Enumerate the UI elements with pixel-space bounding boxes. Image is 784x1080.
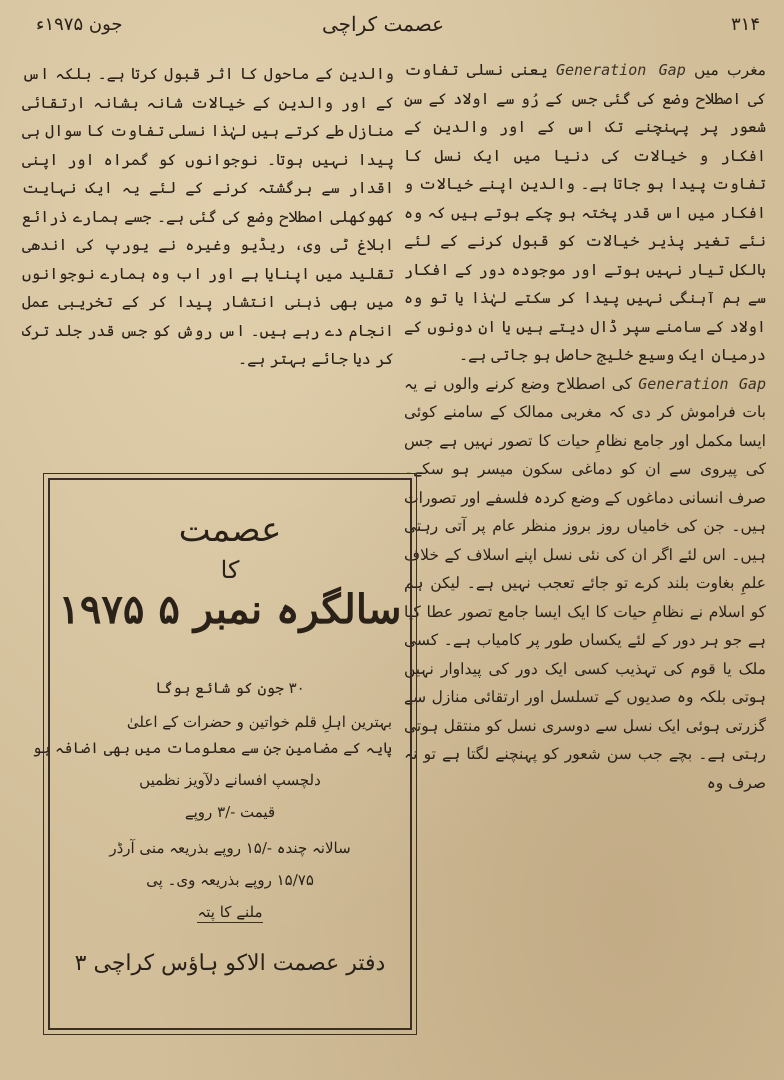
ad-price: قیمت -/۳ روپے: [184, 803, 276, 821]
generation-gap-term-2: Generation Gap: [638, 374, 766, 393]
paragraph-intro: [404, 56, 766, 370]
left-column-text: والدین کے ماحول کا اثر قبول کرتا ہے۔ بلکہ اس کے اور والدین کے خیالات شانہ بشانہ ارتقائی منازل طے کرتے ہیں لہٰذا نسلی تفاوت کا سوال ہی پیدا نہیں ہوتا۔ نوجوانوں کو گمراہ اور اپنی اقدار سے برگشتہ کرنے کے لئے یہ ایک نہایت کھوکھلی اصطلاح وضع کی گئی ہے۔ جسے ہمارے ذرائع ابلاغ ٹی وی، ریڈیو وغیرہ نے یورپ کی اندھی تقلید میں اپنایا ہے اور اب وہ ہمارے نوجوانوں میں بھی ذہنی انتشار پیدا کر کے تخریبی عمل انجام دے رہے ہیں۔ اس روش کو جس قدر جلد ترک کر دیا جائے بہتر ہے۔: [22, 65, 394, 368]
ad-publish-date: ۳۰ جون کو شائع ہوگا: [155, 679, 305, 697]
ad-articles-line: پایہ کے مضامین جن سے معلومات میں بھی اضافہ ہو: [32, 739, 392, 757]
article-right-column: [404, 56, 766, 1066]
intro-prefix: مغرب میں: [694, 61, 766, 79]
ad-authors-line: بہترین اہلِ قلم خواتین و حضرات کے اعلیٰ: [126, 713, 392, 731]
article-left-column: [22, 60, 394, 460]
magazine-title: عصمت کراچی: [322, 12, 444, 36]
ad-annual-money-order: سالانہ چندہ -/۱۵ روپے بذریعہ منی آرڈر: [109, 839, 351, 857]
generation-gap-term: Generation Gap: [555, 61, 686, 79]
page-header: [0, 8, 784, 42]
ad-address-label-wrap: [50, 902, 410, 923]
paragraph-second: [404, 370, 766, 798]
ad-stories-line: دلچسپ افسانے دلآویز نظمیں: [139, 771, 321, 789]
ad-special-issue-title: سالگرہ نمبر ۵ ۱۹۷۵: [58, 586, 402, 633]
ad-address: دفتر عصمت الاکو ہاؤس کراچی ۳: [74, 951, 386, 976]
intro-text: یعنی نسلی تفاوت کی اصطلاح وضع کی گئی جس کے رُو سے اولاد کے سن شعور پر پہنچنے تک اس کے اور والدین کے افکار و خیالات کی دنیا میں ایک نسل کا تفاوت پیدا ہو جاتا ہے۔ والدین اپنے خیالات و افکار میں اس قدر پختہ ہو چکے ہوتے ہیں کہ وہ نئے تغیر پذیر خیالات کو قبول کرنے کے لئے بالکل تیار نہیں ہوتے اور موجودہ دور کے افکار سے ہم آہنگی نہیں پیدا کر سکتے لہٰذا یا تو وہ اولاد کے سامنے سپر ڈال دیتے ہیں یا ان دونوں کے درمیان ایک وسیع خلیج حاصل ہو جاتی ہے۔: [404, 61, 766, 364]
second-text: کی اصطلاح وضع کرنے والوں نے یہ بات فراموش کر دی کہ مغربی ممالک کے سامنے کوئی ایسا مکمل اور جامع نظامِ حیات کا تصور نہیں ہے جس کی پیروی سے ان کو دماغی سکون میسر ہو سکے۔ صرف انسانی دماغوں کے وضع کردہ فلسفے اور تصورات ہیں۔ جن کی خامیاں روز بروز منظر عام پر آتی رہتی ہیں۔ اس لئے اگر ان کی نئی نسل اپنے اسلاف کے خلاف علمِ بغاوت بلند کرے تو جائے تعجب نہیں ہے۔ لیکن ہم کو اسلام نے نظامِ حیات کا ایک ایسا جامع تصور عطا کیا ہے جو ہر دور کے لئے یکساں طور پر کامیاب ہے۔ کسی ملک یا قوم کی تہذیب کسی ایک دور کی پیداوار نہیں ہوتی بلکہ وہ صدیوں کے تسلسل اور ارتقائی منازل سے گزرتی ہوئی ایک نسل سے دوسری نسل کو منتقل ہوتی رہتی ہے۔ بچے جب سن شعور کو پہنچنے لگتا ہے تو نہ صرف وہ: [404, 374, 766, 792]
ad-magazine-name: عصمت: [178, 510, 282, 550]
page-number: ۳۱۴: [730, 14, 760, 35]
ad-annual-vp: ۱۵/۷۵ روپے بذریعہ وی۔ پی: [146, 871, 314, 889]
ad-ka: کا: [220, 556, 240, 584]
issue-date: جون ۱۹۷۵ء: [36, 14, 123, 35]
ad-address-label: ملنے کا پتہ: [197, 903, 263, 921]
anniversary-issue-advertisement: [32, 478, 412, 1030]
